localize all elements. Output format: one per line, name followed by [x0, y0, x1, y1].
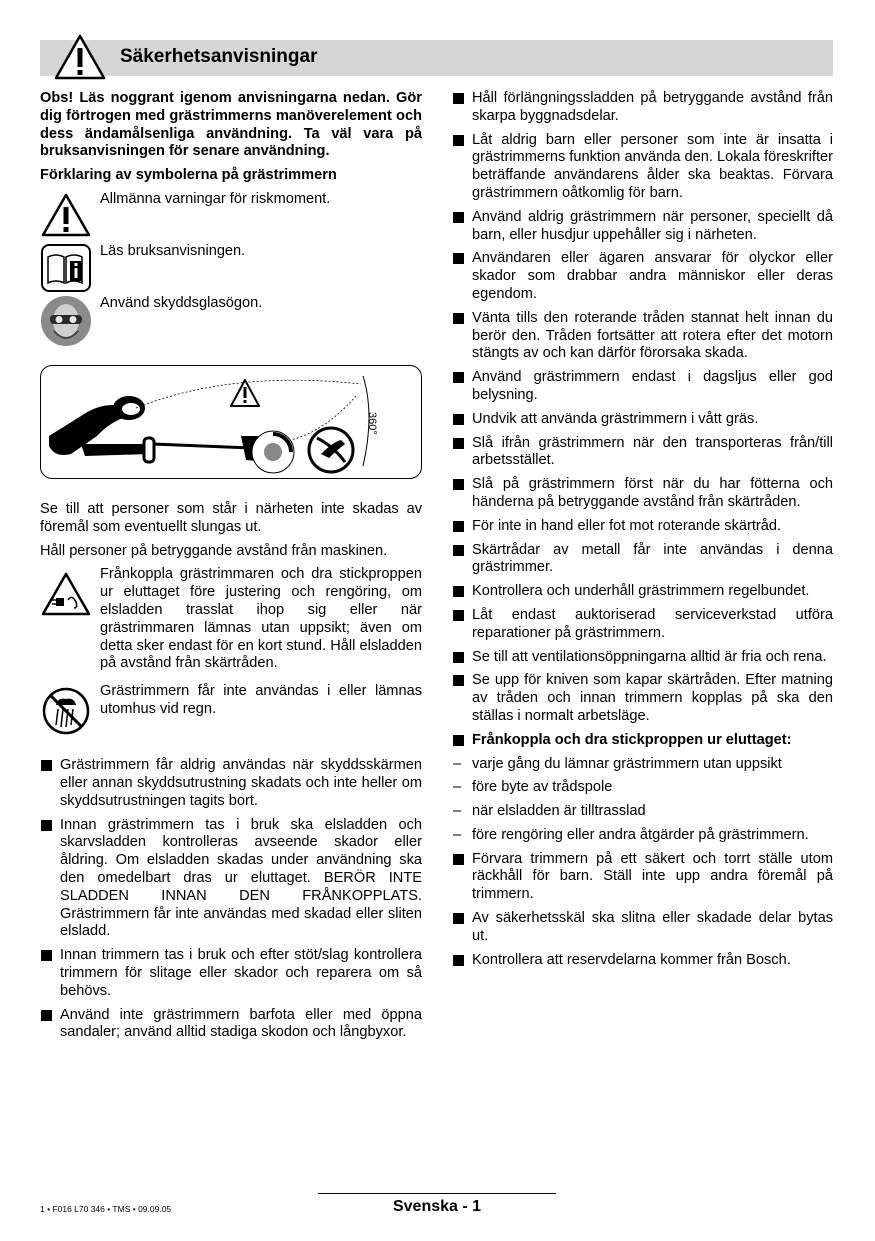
list-item: Frånkoppla och dra stickproppen ur eluttaget: [452, 732, 833, 750]
list-item: Använd aldrig grästrimmern när personer, speciellt då barn, eller husdjur uppehåller sig i närheten. [452, 209, 833, 245]
dash-list-item: – före rengöring eller andra åtgärder på grästrimmern. [452, 827, 833, 845]
manual-book-icon [40, 243, 92, 293]
warning-triangle-icon [54, 34, 106, 80]
trimmer-drawing [41, 366, 421, 478]
dash-list-item: – när elsladden är tilltrasslad [452, 803, 833, 821]
right-bullet-list [452, 90, 833, 969]
right-column [452, 90, 833, 975]
list-item: Se upp för kniven som kapar skärtråden. Efter matning av tråden och innan trimmern kopplas på ska den ställas i normalt arbetsläge. [452, 672, 833, 725]
document-code: 1 • F016 L70 346 • TMS • 09.09.05 [40, 1204, 172, 1214]
list-item: Förvara trimmern på ett säkert och torrt ställe utom räckhåll för barn. Ställ inte upp andra föremål på trimmern. [452, 851, 833, 904]
dash-list-item: – varje gång du lämnar grästrimmern utan uppsikt [452, 756, 833, 774]
rain-section [40, 683, 422, 735]
warning-triangle-icon [40, 191, 92, 237]
symbol-text: Allmänna varningar för riskmoment. [100, 190, 331, 207]
list-item: Grästrimmern får aldrig användas när skyddsskärmen eller annan skyddsutrustning skadats och inte heller om skyddsutrustningen tagits bort. [40, 757, 422, 810]
list-item: För inte in hand eller fot mot roterande skärtråd. [452, 518, 833, 536]
symbol-row-manual [40, 243, 422, 295]
list-item: Håll förlängningssladden på betryggande avstånd från skarpa byggnadsdelar. [452, 90, 833, 126]
safety-goggles-icon [40, 295, 92, 347]
bystander-paragraph: Se till att personer som står i närheten inte skadas av föremål som eventuellt slungas ut. [40, 500, 422, 535]
intro-paragraph: Obs! Läs noggrant igenom anvisningarna nedan. Gör dig förtrogen med grästrimmerns manöverelement och dess ändamålsenliga användning. Ta väl vara på bruksanvisningen för senare användning. [40, 90, 422, 160]
unplug-text: Frånkoppla grästrimmaren och dra stickproppen ur eluttaget före justering och rengöring, om elsladden trasslat ihop sig eller när grästrimmaren lämnas utan uppsikt; även om detta sker endast för en kort stund. Håll elsladden på avstånd från skärtråden. [100, 566, 422, 672]
list-item: Använd inte grästrimmern barfota eller med öppna sandaler; använd alltid stadiga skodon och långbyxor. [40, 1007, 422, 1043]
list-item: Slå ifrån grästrimmern när den transporteras från/till arbetsstället. [452, 435, 833, 471]
page-title: Säkerhetsanvisningar [120, 46, 318, 67]
no-rain-icon [40, 687, 92, 735]
unplug-section [40, 566, 422, 673]
list-item: Användaren eller ägaren ansvarar för olyckor eller skador som drabbar andra människor eller deras egendom. [452, 250, 833, 303]
list-item: Kontrollera och underhåll grästrimmern regelbundet. [452, 583, 833, 601]
list-item: Låt endast auktoriserad serviceverkstad utföra reparationer på grästrimmern. [452, 607, 833, 643]
symbol-row-warning [40, 191, 422, 243]
distance-paragraph: Håll personer på betryggande avstånd från maskinen. [40, 542, 388, 559]
list-item: Av säkerhetsskäl ska slitna eller skadade delar bytas ut. [452, 910, 833, 946]
list-item: Innan grästrimmern tas i bruk ska elsladden och skarvsladden kontrolleras avseende skador eller åldring. Om elsladden skadas under användning ska den omedelbart dras ur eluttaget. BERÖR INTE SLADDEN INNAN DEN FRÅNKOPPLATS. Grästrimmern får inte användas med skadad eller sliten elsladd. [40, 817, 422, 942]
footer-divider [318, 1193, 556, 1194]
symbol-text: Använd skyddsglasögon. [100, 294, 263, 311]
symbols-heading: Förklaring av symbolerna på grästrimmern [40, 167, 337, 184]
list-item: Vänta tills den roterande tråden stannat helt innan du berör den. Tråden fortsätter att rotera efter det motorn stängts av och kan därför förorsaka skada. [452, 310, 833, 363]
list-item: Skärtrådar av metall får inte användas i denna grästrimmer. [452, 542, 833, 578]
left-bullet-list [40, 757, 422, 1042]
list-item: Se till att ventilationsöppningarna alltid är fria och rena. [452, 649, 833, 667]
list-item: Låt aldrig barn eller personer som inte är insatta i grästrimmerns funktion använda den. Lokala föreskrifter beträffande användarens ålder ska beaktas. Förvara grästrimmern oåtkomlig för barn. [452, 132, 833, 203]
left-column [40, 90, 422, 1048]
list-item: Slå på grästrimmern först när du har fötterna och händerna på betryggande avstånd från skärtråden. [452, 476, 833, 512]
trimmer-illustration [40, 365, 422, 479]
rain-text: Grästrimmern får inte användas i eller lämnas utomhus vid regn. [100, 683, 422, 717]
symbol-row-goggles [40, 295, 422, 347]
section-header [40, 40, 833, 76]
list-item: Kontrollera att reservdelarna kommer från Bosch. [452, 952, 833, 970]
list-item: Använd grästrimmern endast i dagsljus eller god belysning. [452, 369, 833, 405]
list-item: Undvik att använda grästrimmern i vått gräs. [452, 411, 833, 429]
symbol-text: Läs bruksanvisningen. [100, 242, 246, 259]
page-number: Svenska - 1 [392, 1198, 482, 1215]
list-item: Innan trimmern tas i bruk och efter stöt/slag kontrollera trimmern för slitage eller skador och reparera om så behövs. [40, 947, 422, 1000]
unplug-warning-icon [40, 570, 92, 616]
dash-list-item: – före byte av trådspole [452, 779, 833, 797]
rotation-label: 360° [366, 411, 378, 435]
